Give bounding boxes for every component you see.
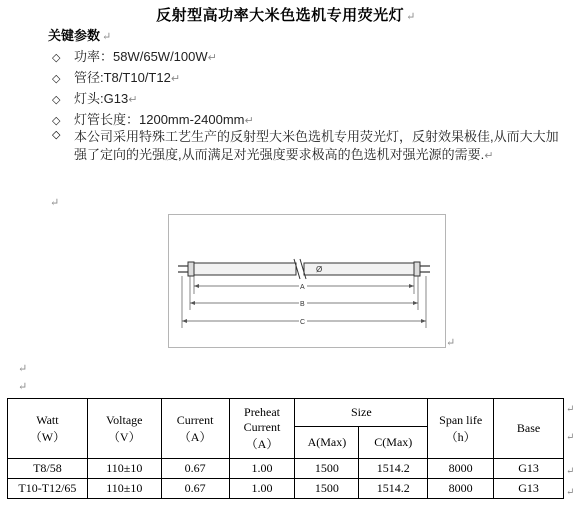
dimension-a-label: A [300,284,305,291]
row-end-mark: ↵ [566,404,574,415]
paragraph-mark: ↵ [446,337,456,349]
header-watt-line2: （W） [29,429,66,444]
cell-watt: T10-T12/65 [8,479,88,499]
header-base: Base [494,399,564,459]
cell-size-a: 1500 [295,479,359,499]
diamond-bullet-icon: ◇ [52,129,61,141]
title-text: 反射型高功率大米色选机专用荧光灯 [156,8,405,24]
header-watt-line1: Watt [36,412,59,427]
bullet-item-length [52,109,254,128]
cell-size-a: 1500 [295,459,359,479]
cell-base: G13 [494,479,564,499]
header-preheat-line1: Preheat [244,405,280,419]
section-heading-text: 关键参数 [48,28,101,43]
paragraph-mark: ↵ [50,197,60,209]
header-voltage-line2: （V） [107,429,141,444]
paragraph-mark: ↵ [18,363,28,375]
header-current-line2: （A） [178,429,212,444]
row-end-mark: ↵ [566,466,574,477]
bullet-text: 灯管长度：1200mm-2400mm [74,112,245,127]
bullet-item-power [52,46,217,65]
cell-voltage: 110±10 [87,479,161,499]
right-end-cap [414,262,420,276]
header-watt [8,399,88,459]
cell-voltage: 110±10 [87,459,161,479]
bullet-item-cap [52,88,137,107]
paragraph-mark: ↵ [406,11,416,23]
bullet-item-diameter [52,67,180,86]
diamond-bullet-icon: ◇ [52,73,61,85]
paragraph-mark: ↵ [484,150,494,162]
cell-watt: T8/58 [8,459,88,479]
cell-preheat: 1.00 [229,479,295,499]
header-preheat-line2: Current [243,420,281,434]
cell-size-c: 1514.2 [359,479,428,499]
bullet-text: 管径:T8/T10/T12 [74,70,171,85]
table-row [8,479,564,499]
diamond-bullet-icon: ◇ [52,115,61,127]
cell-size-c: 1514.2 [359,459,428,479]
diamond-bullet-icon: ◇ [52,94,61,106]
row-end-mark: ↵ [566,432,574,443]
header-voltage-line1: Voltage [106,412,143,427]
paragraph-mark: ↵ [170,73,181,85]
cell-preheat: 1.00 [229,459,295,479]
cell-base: G13 [494,459,564,479]
row-end-mark: ↵ [566,487,574,498]
bullet-text: 灯头:G13 [74,91,129,106]
header-voltage [87,399,161,459]
cell-span-life: 8000 [428,479,494,499]
table-row [8,459,564,479]
header-span-line2: （h） [445,429,476,444]
description-paragraph [74,128,560,165]
left-end-cap [188,262,194,276]
table-header-row [8,399,564,427]
dimension-b-label: B [300,301,305,308]
lamp-dimension-diagram [168,214,446,348]
header-current [161,399,229,459]
spec-table [7,398,564,499]
section-heading [48,25,111,44]
diamond-bullet-icon: ◇ [52,52,61,64]
header-preheat-line3: （A） [245,437,279,451]
diameter-label: Ø [316,265,323,274]
paragraph-mark: ↵ [18,381,28,393]
paragraph-mark: ↵ [244,115,254,127]
header-size-c: C(Max) [359,427,428,459]
header-size: Size [295,399,428,427]
header-span-line1: Span life [439,412,483,427]
paragraph-mark: ↵ [207,52,217,64]
header-preheat [229,399,295,459]
dimension-c-label: C [300,319,306,326]
cell-span-life: 8000 [428,459,494,479]
cell-current: 0.67 [161,479,229,499]
cell-current: 0.67 [161,459,229,479]
header-current-line1: Current [176,412,214,427]
description-text: 本公司采用特殊工艺生产的反射型大米色选机专用荧光灯，反射效果极佳,从而大大加强了定向的光强度,从而满足对光强度要求极高的色选机对强光源的需要. [74,129,559,162]
bullet-text: 功率：58W/65W/100W [74,49,208,64]
document-title [0,4,572,25]
paragraph-mark: ↵ [102,31,112,43]
header-size-a: A(Max) [295,427,359,459]
paragraph-mark: ↵ [128,94,138,106]
header-span-life [428,399,494,459]
